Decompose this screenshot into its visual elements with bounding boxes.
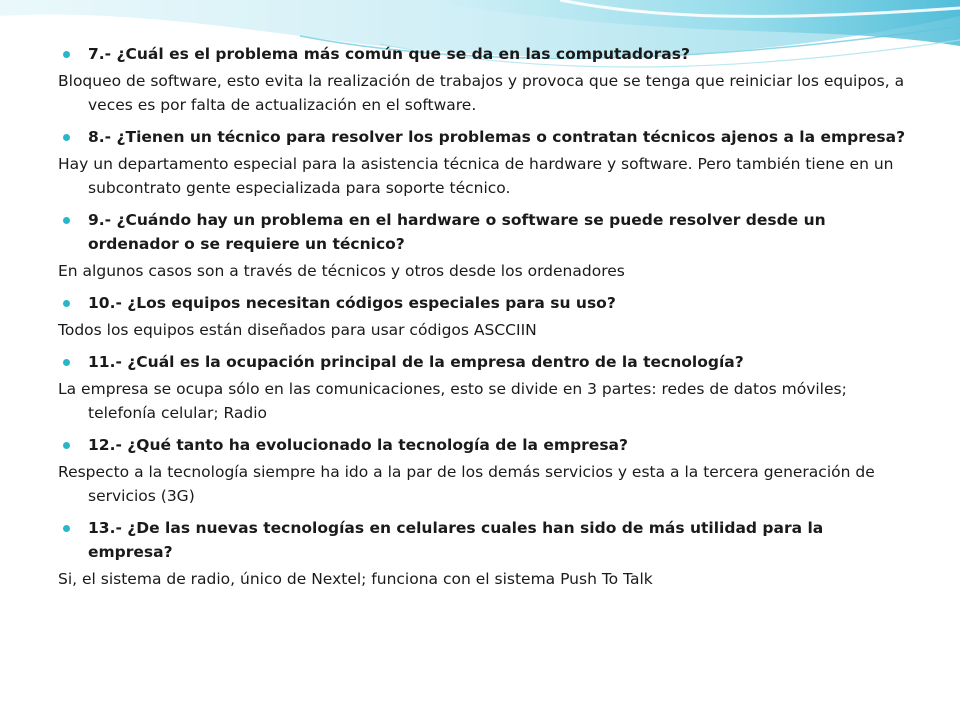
bullet-icon (63, 134, 70, 141)
answer-7: Bloqueo de software, esto evita la realización de trabajos y provoca que se tenga que reiniciar los equipos, a veces es por falta de actualización en el software. (58, 72, 905, 114)
answer-11: La empresa se ocupa sólo en las comunicaciones, esto se divide en 3 partes: redes de datos móviles; telefonía celular; Radio (58, 380, 847, 422)
answer-10: Todos los equipos están diseñados para usar códigos ASCCIIN (58, 321, 537, 339)
question-text: 12.- ¿Qué tanto ha evolucionado la tecnología de la empresa? (88, 436, 628, 454)
bullet-icon (63, 525, 70, 532)
question-12 (58, 433, 908, 457)
question-11 (58, 350, 908, 374)
answer-13: Si, el sistema de radio, único de Nextel; funciona con el sistema Push To Talk (58, 570, 653, 588)
question-10 (58, 291, 908, 315)
question-text: 9.- ¿Cuándo hay un problema en el hardware o software se puede resolver desde un ordenador o se requiere un técnico? (88, 211, 826, 253)
answer-9: En algunos casos son a través de técnicos y otros desde los ordenadores (58, 262, 625, 280)
bullet-icon (63, 442, 70, 449)
question-text: 10.- ¿Los equipos necesitan códigos especiales para su uso? (88, 294, 616, 312)
answer-12: Respecto a la tecnología siempre ha ido a la par de los demás servicios y esta a la tercera generación de servicios (3G) (58, 463, 875, 505)
qa-content (58, 42, 908, 591)
question-8 (58, 125, 908, 149)
bullet-icon (63, 51, 70, 58)
question-text: 11.- ¿Cuál es la ocupación principal de la empresa dentro de la tecnología? (88, 353, 744, 371)
bullet-icon (63, 300, 70, 307)
question-9 (58, 208, 908, 256)
bullet-icon (63, 359, 70, 366)
question-text: 13.- ¿De las nuevas tecnologías en celulares cuales han sido de más utilidad para la empresa? (88, 519, 824, 561)
question-text: 8.- ¿Tienen un técnico para resolver los problemas o contratan técnicos ajenos a la empresa? (88, 128, 906, 146)
question-13 (58, 516, 908, 564)
bullet-icon (63, 217, 70, 224)
question-7 (58, 42, 908, 66)
question-text: 7.- ¿Cuál es el problema más común que se da en las computadoras? (88, 45, 690, 63)
answer-8: Hay un departamento especial para la asistencia técnica de hardware y software. Pero también tiene en un subcontrato gente especializada para soporte técnico. (58, 155, 894, 197)
